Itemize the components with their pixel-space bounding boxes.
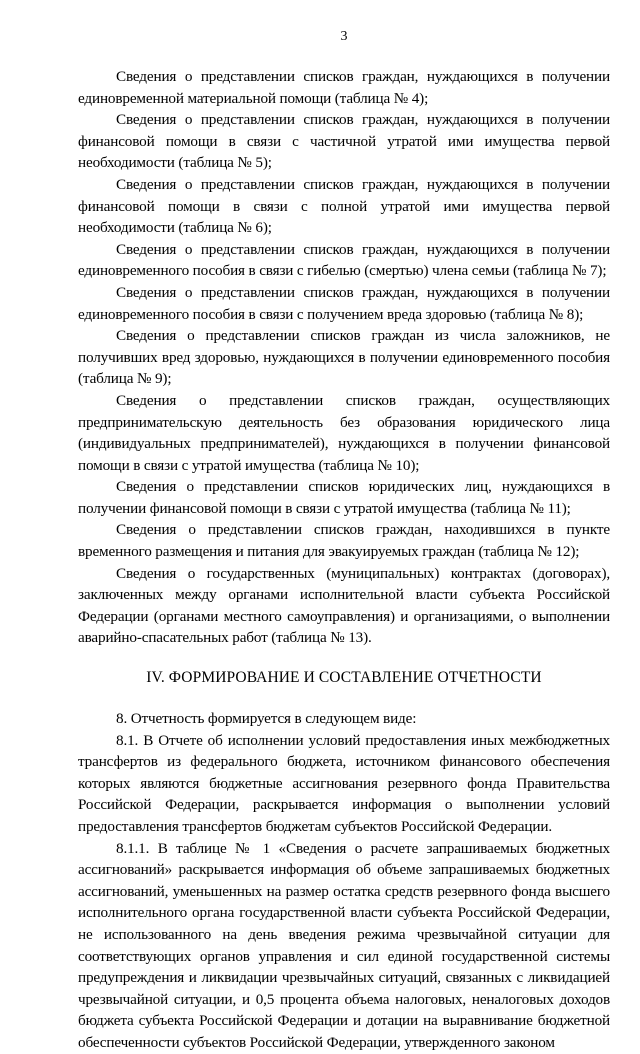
paragraph-table-13: Сведения о государственных (муниципальных) контрактах (договорах), заключенных между органами исполнительной власти субъекта Российской Федерации (органами местного самоуправления) и организациями, о выполнении аварийно-спасательных работ (таблица № 13). xyxy=(78,564,610,647)
paragraph-8-1: 8.1. В Отчете об исполнении условий предоставления иных межбюджетных трансфертов из федерального бюджета, источником финансового обеспечения которых являются бюджетные ассигнования резервного фонда Правительства Российской Федерации, раскрывается информация о выполнении условий предоставления трансфертов бюджетам субъектов Российской Федерации. xyxy=(78,731,610,835)
paragraph-table-4: Сведения о представлении списков граждан, нуждающихся в получении единовременной материальной помощи (таблица № 4); xyxy=(78,68,610,107)
paragraph-table-12: Сведения о представлении списков граждан, находившихся в пункте временного размещения и питания для эвакуируемых граждан (таблица № 12); xyxy=(78,521,610,561)
paragraph-table-6: Сведения о представлении списков граждан, нуждающихся в получении финансовой помощи в связи с полной утратой ими имущества первой необходимости (таблица № 6); xyxy=(78,175,610,237)
paragraph-table-7: Сведения о представлении списков граждан, нуждающихся в получении единовременного пособия в связи с гибелью (смертью) члена семьи (таблица № 7); xyxy=(78,240,610,280)
page-number: 3 xyxy=(340,29,348,44)
document-page xyxy=(78,28,610,1054)
paragraph-table-11: Сведения о представлении списков юридических лиц, нуждающихся в получении финансовой помощи в связи с утратой имущества (таблица № 11); xyxy=(78,478,610,517)
section-heading: IV. ФОРМИРОВАНИЕ И СОСТАВЛЕНИЕ ОТЧЕТНОСТИ xyxy=(146,669,542,687)
paragraph-table-5: Сведения о представлении списков граждан, нуждающихся в получении финансовой помощи в связи с частичной утратой ими имущества первой необходимости (таблица № 5); xyxy=(78,111,610,172)
paragraph-8: 8. Отчетность формируется в следующем виде: xyxy=(116,710,417,728)
paragraph-table-10: Сведения о представлении списков граждан, осуществляющих предпринимательскую деятельность без образования юридического лица (индивидуальных предпринимателей), нуждающихся в получении финансовой помощи в связи с утратой имущества (таблица № 10); xyxy=(78,391,610,474)
paragraph-table-9: Сведения о представлении списков граждан из числа заложников, не получивших вред здоровью, нуждающихся в получении единовременного пособия (таблица № 9); xyxy=(78,327,610,388)
paragraph-8-1-1: 8.1.1. В таблице № 1 «Сведения о расчете запрашиваемых бюджетных ассигнований» раскрывается информация об объеме запрашиваемых бюджетных ассигнований, уменьшенных на размер остатка средств резервного фонда высшего исполнительного органа государственной власти субъекта Российской Федерации, не использованного на день введения режима чрезвычайной ситуации для соответствующих органов управления и сил единой государственной системы предупреждения и ликвидации чрезвычайных ситуаций, связанных с ликвидацией чрезвычайной ситуации, и 0,5 процента объема налоговых, неналоговых доходов бюджета субъекта Российской Федерации и дотации на выравнивание бюджетной обеспеченности субъектов Российской Федерации, утвержденного законом xyxy=(78,839,610,1051)
paragraph-table-8: Сведения о представлении списков граждан, нуждающихся в получении единовременного пособия в связи с получением вреда здоровью (таблица № 8); xyxy=(78,283,610,323)
